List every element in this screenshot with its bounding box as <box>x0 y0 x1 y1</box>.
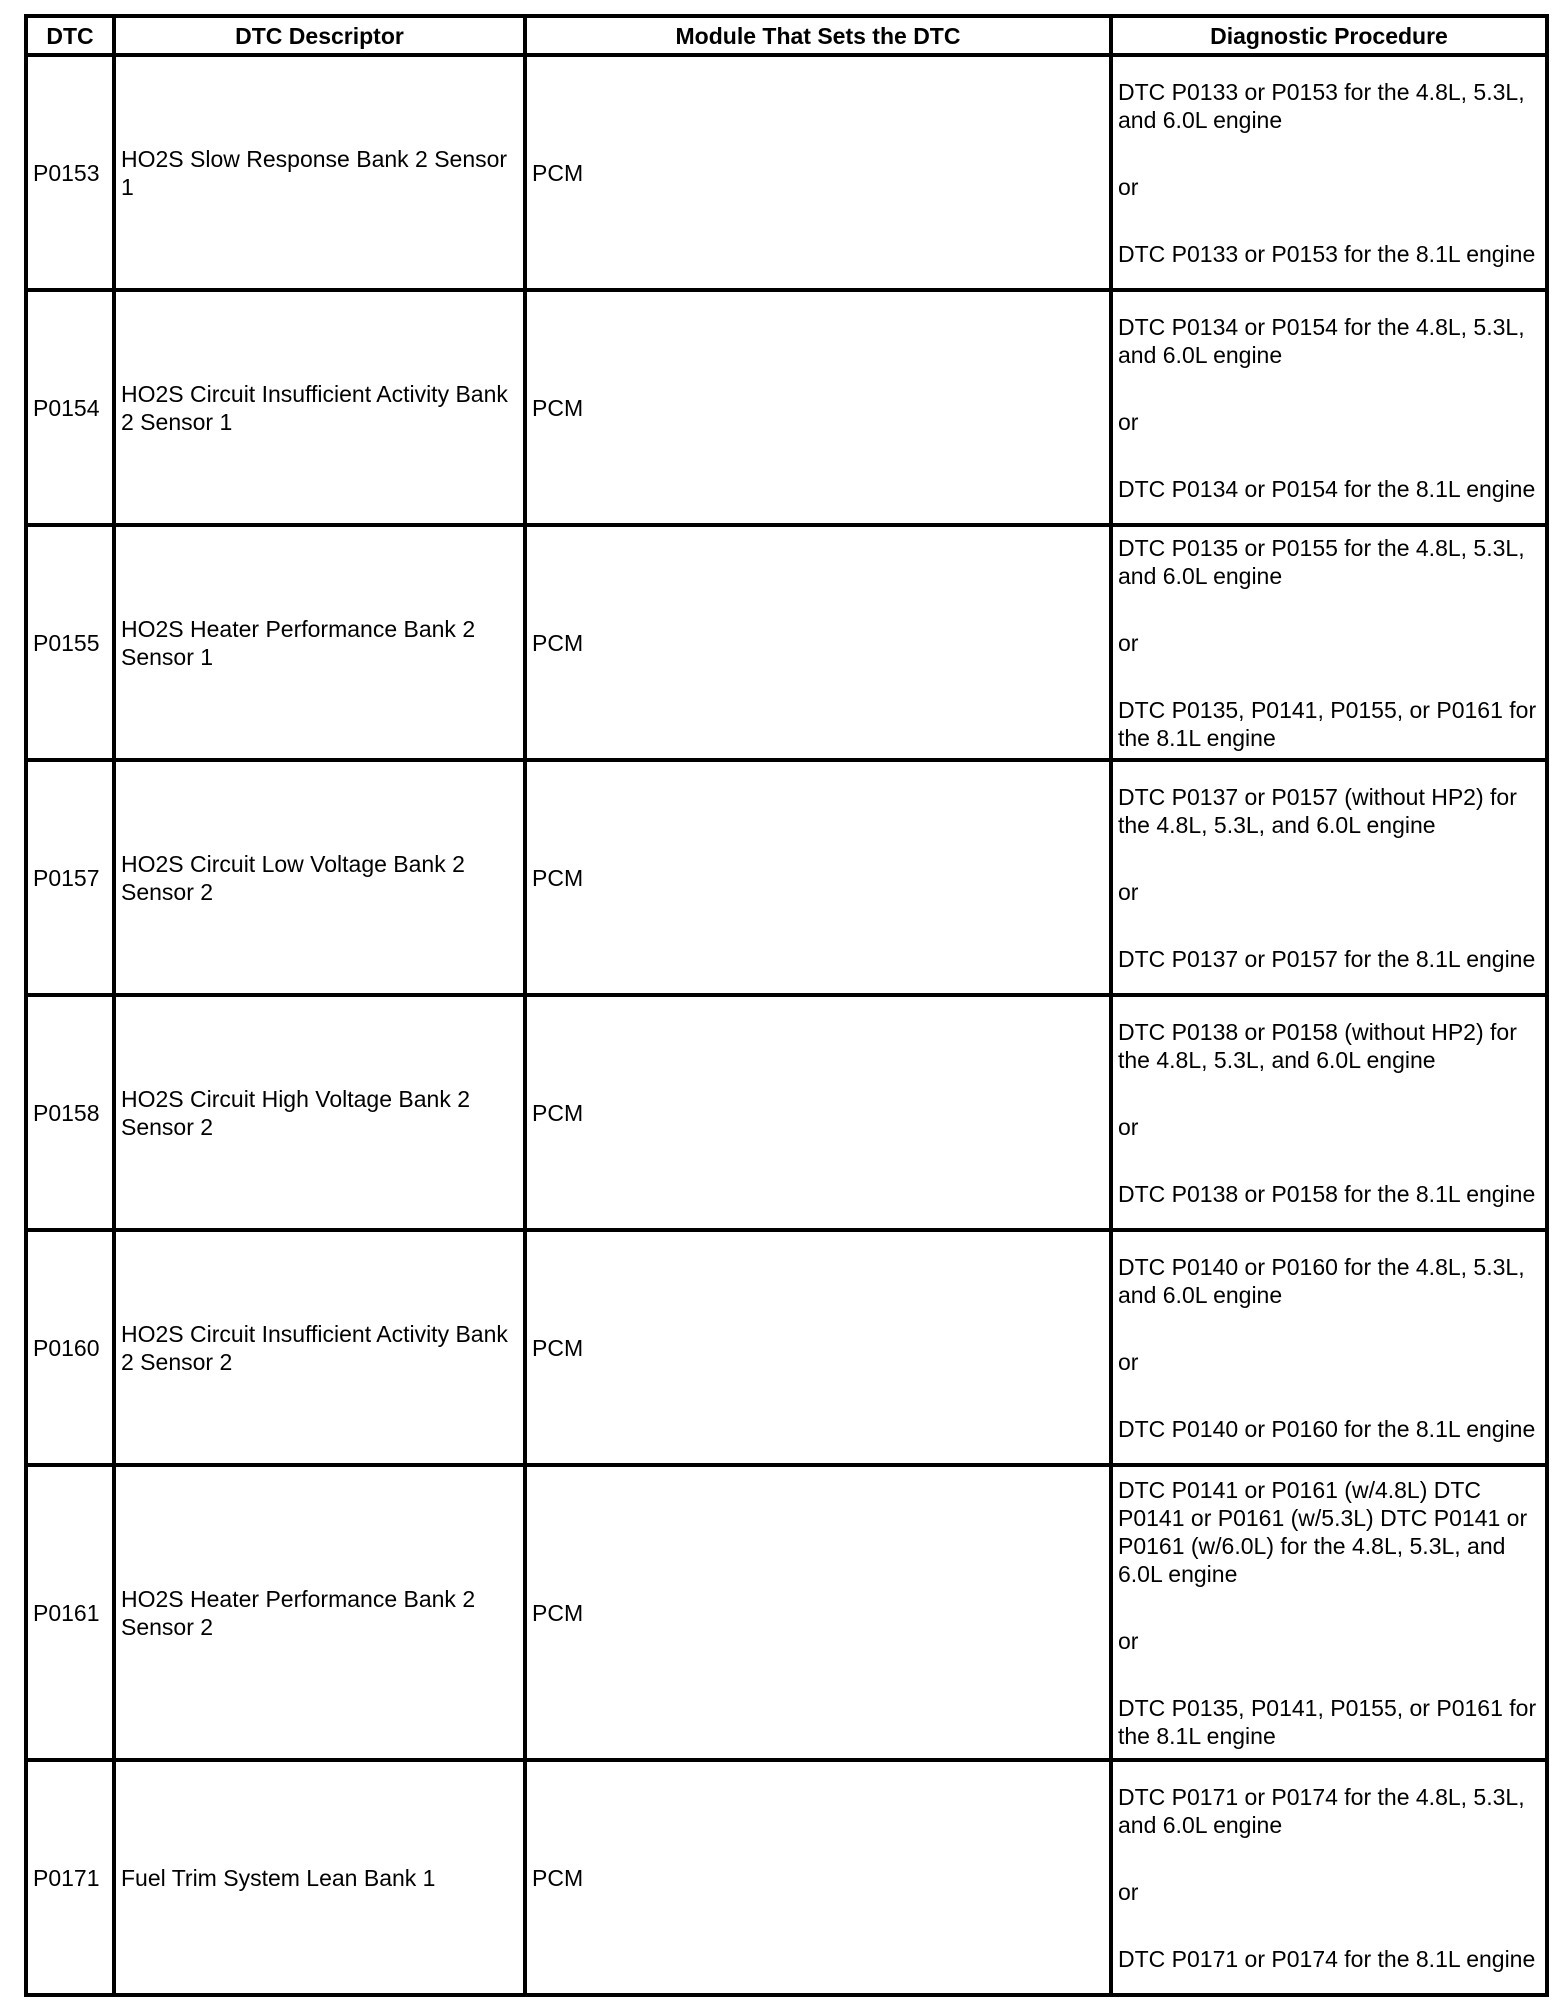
diagnostic-procedure <box>1111 760 1547 995</box>
dtc-code: P0161 <box>26 1465 114 1760</box>
dtc-module: PCM <box>525 760 1111 995</box>
dtc-code: P0160 <box>26 1230 114 1465</box>
procedure-primary: DTC P0140 or P0160 for the 4.8L, 5.3L, and 6.0L engine <box>1118 1253 1525 1308</box>
dtc-descriptor: HO2S Heater Performance Bank 2 Sensor 1 <box>114 525 525 760</box>
dtc-code: P0154 <box>26 290 114 525</box>
procedure-primary: DTC P0141 or P0161 (w/4.8L) DTC P0141 or P0161 (w/5.3L) DTC P0141 or P0161 (w/6.0L) for the 4.8L, 5.3L, and 6.0L engine <box>1118 1476 1528 1587</box>
procedure-primary: DTC P0137 or P0157 (without HP2) for the 4.8L, 5.3L, and 6.0L engine <box>1118 783 1517 838</box>
dtc-code: P0158 <box>26 995 114 1230</box>
dtc-descriptor: HO2S Circuit Low Voltage Bank 2 Sensor 2 <box>114 760 525 995</box>
dtc-descriptor: HO2S Circuit High Voltage Bank 2 Sensor 2 <box>114 995 525 1230</box>
table-header-row <box>26 16 1547 55</box>
dtc-table <box>24 14 1549 1997</box>
procedure-primary: DTC P0138 or P0158 (without HP2) for the 4.8L, 5.3L, and 6.0L engine <box>1118 1018 1517 1073</box>
procedure-primary: DTC P0134 or P0154 for the 4.8L, 5.3L, and 6.0L engine <box>1118 313 1525 368</box>
dtc-module: PCM <box>525 995 1111 1230</box>
table-row <box>26 1230 1547 1465</box>
dtc-code: P0157 <box>26 760 114 995</box>
diagnostic-procedure <box>1111 55 1547 290</box>
diagnostic-procedure <box>1111 1760 1547 1995</box>
diagnostic-procedure <box>1111 525 1547 760</box>
dtc-module: PCM <box>525 55 1111 290</box>
procedure-or: or <box>1118 173 1139 200</box>
dtc-descriptor: Fuel Trim System Lean Bank 1 <box>114 1760 525 1995</box>
diagnostic-procedure <box>1111 1465 1547 1760</box>
header-procedure: Diagnostic Procedure <box>1111 16 1547 55</box>
table-row <box>26 1760 1547 1995</box>
header-module: Module That Sets the DTC <box>525 16 1111 55</box>
dtc-code: P0171 <box>26 1760 114 1995</box>
procedure-or: or <box>1118 878 1139 905</box>
procedure-secondary: DTC P0137 or P0157 for the 8.1L engine <box>1118 945 1536 972</box>
procedure-secondary: DTC P0133 or P0153 for the 8.1L engine <box>1118 240 1536 267</box>
dtc-code: P0155 <box>26 525 114 760</box>
table-row <box>26 1465 1547 1760</box>
diagnostic-procedure <box>1111 1230 1547 1465</box>
dtc-descriptor: HO2S Heater Performance Bank 2 Sensor 2 <box>114 1465 525 1760</box>
procedure-secondary: DTC P0171 or P0174 for the 8.1L engine <box>1118 1945 1536 1972</box>
procedure-primary: DTC P0135 or P0155 for the 4.8L, 5.3L, and 6.0L engine <box>1118 534 1525 589</box>
header-descriptor: DTC Descriptor <box>114 16 525 55</box>
procedure-or: or <box>1118 629 1139 656</box>
procedure-primary: DTC P0171 or P0174 for the 4.8L, 5.3L, and 6.0L engine <box>1118 1783 1525 1838</box>
procedure-or: or <box>1118 1627 1139 1654</box>
table-row <box>26 995 1547 1230</box>
procedure-secondary: DTC P0138 or P0158 for the 8.1L engine <box>1118 1180 1536 1207</box>
procedure-secondary: DTC P0134 or P0154 for the 8.1L engine <box>1118 475 1536 502</box>
dtc-module: PCM <box>525 1230 1111 1465</box>
procedure-secondary: DTC P0140 or P0160 for the 8.1L engine <box>1118 1415 1536 1442</box>
dtc-descriptor: HO2S Circuit Insufficient Activity Bank 2 Sensor 1 <box>114 290 525 525</box>
header-dtc: DTC <box>26 16 114 55</box>
procedure-secondary: DTC P0135, P0141, P0155, or P0161 for the 8.1L engine <box>1118 1694 1537 1749</box>
procedure-secondary: DTC P0135, P0141, P0155, or P0161 for the 8.1L engine <box>1118 696 1537 751</box>
procedure-or: or <box>1118 1113 1139 1140</box>
dtc-descriptor: HO2S Circuit Insufficient Activity Bank 2 Sensor 2 <box>114 1230 525 1465</box>
dtc-module: PCM <box>525 290 1111 525</box>
procedure-primary: DTC P0133 or P0153 for the 4.8L, 5.3L, and 6.0L engine <box>1118 78 1525 133</box>
dtc-module: PCM <box>525 525 1111 760</box>
table-row <box>26 760 1547 995</box>
table-row <box>26 290 1547 525</box>
diagnostic-procedure <box>1111 290 1547 525</box>
dtc-code: P0153 <box>26 55 114 290</box>
table-row <box>26 55 1547 290</box>
dtc-module: PCM <box>525 1465 1111 1760</box>
procedure-or: or <box>1118 1878 1139 1905</box>
procedure-or: or <box>1118 1348 1139 1375</box>
diagnostic-procedure <box>1111 995 1547 1230</box>
dtc-descriptor: HO2S Slow Response Bank 2 Sensor 1 <box>114 55 525 290</box>
table-row <box>26 525 1547 760</box>
dtc-module: PCM <box>525 1760 1111 1995</box>
procedure-or: or <box>1118 408 1139 435</box>
